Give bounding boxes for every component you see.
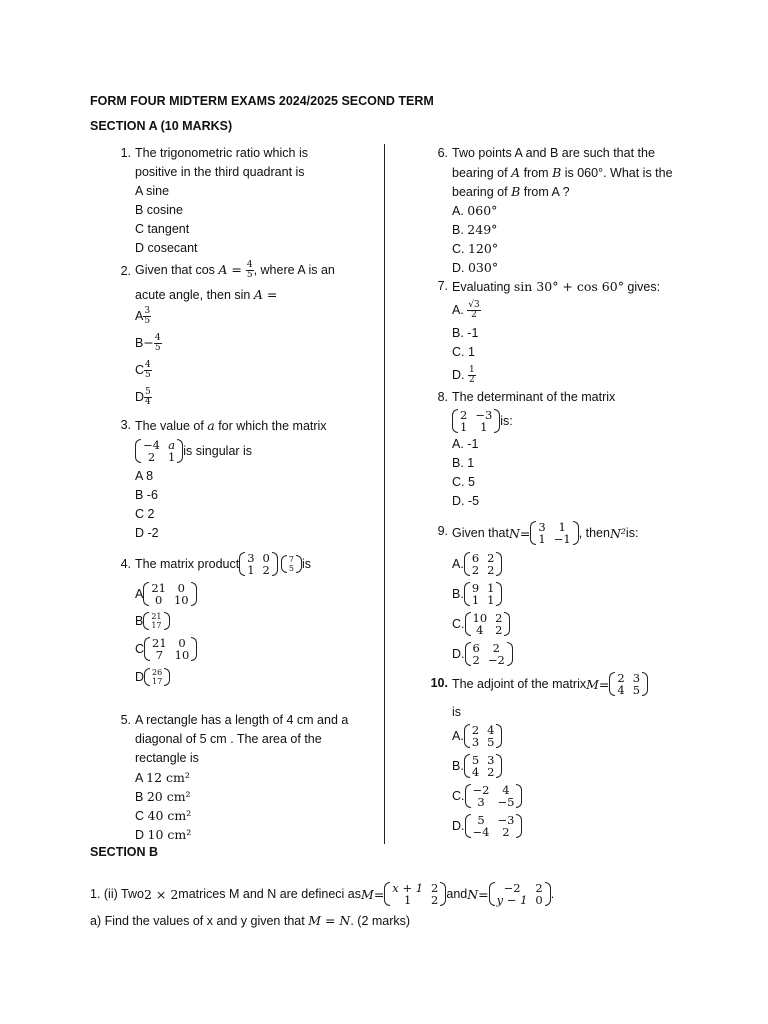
question-8: 8. The determinant of the matrix 2 −3 1 1 is: A. -1 B. 1 C. 5 D. -5 bbox=[452, 388, 712, 511]
question-5: 5. A rectangle has a length of 4 cm and a diagonal of 5 cm . The area of the rectangle is A 12 cm² B 20 cm² C 40 cm² D 10 cm² bbox=[135, 711, 375, 844]
fraction: $\frac{4}{5}$ bbox=[246, 260, 253, 280]
question-7: 7. Evaluating sin 30° + cos 60° gives: A. $\frac{√3}{2}$ B. -1 C. 1 D. $\frac{1}{2}$ bbox=[452, 277, 712, 388]
matrix-n: −2 2 y − 1 0 bbox=[489, 882, 551, 906]
option-a: A. $\frac{√3}{2}$ bbox=[452, 299, 480, 320]
option-a: A. 060° bbox=[452, 203, 498, 218]
question-10: 10. The adjoint of the matrix M = 2 3 4 5 is A. 2 4 3 5 B. 5 3 4 2 C. −2 4 3 −5 D. 5 −3 −4 2 bbox=[452, 669, 712, 841]
section-b-heading: SECTION B bbox=[90, 845, 159, 859]
section-b-question-1a: a) Find the values of x and y given that M = N. (2 marks) bbox=[90, 913, 411, 928]
option-b: B. 9 1 1 1 bbox=[452, 579, 712, 609]
exam-title: FORM FOUR MIDTERM EXAMS 2024/2025 SECOND TERM bbox=[90, 94, 434, 108]
option-c: C. 1 bbox=[452, 345, 475, 359]
option-d: D. $\frac{1}{2}$ bbox=[452, 364, 475, 385]
matrix: 2 −3 1 1 bbox=[452, 409, 500, 433]
left-column bbox=[120, 144, 375, 844]
option-c: C 2 bbox=[135, 507, 155, 521]
matrix: 2 3 4 5 bbox=[609, 672, 648, 696]
column-divider bbox=[384, 144, 385, 844]
option-d: D 26 17 bbox=[135, 665, 375, 689]
option-d: D. 5 −3 −4 2 bbox=[452, 811, 712, 841]
option-c: C. 120° bbox=[452, 241, 499, 256]
option-d: D. 030° bbox=[452, 260, 499, 275]
matrix: 3 0 1 2 bbox=[239, 552, 278, 576]
matrix-line: −4 a 2 1 is singular is bbox=[135, 435, 375, 467]
question-3: 3. The value of a for which the matrix −4 a 2 1 is singular is A 8 B -6 C 2 D -2 bbox=[135, 416, 375, 543]
option-a: A sine bbox=[135, 184, 170, 198]
option-d: D cosecant bbox=[135, 241, 198, 255]
matrix: −4 a 2 1 bbox=[135, 439, 183, 463]
option-b: B 21 17 bbox=[135, 609, 375, 633]
question-4: 4. The matrix product 3 0 1 2 7 5 is A 21 0 0 10 B 21 17 C 21 0 7 10 D 26 17 bbox=[135, 549, 375, 689]
option-c: C. 10 2 4 2 bbox=[452, 609, 712, 639]
option-c: C. 5 bbox=[452, 475, 475, 489]
question-9: 9. Given that N = 3 1 1 −1 , then N² is: A. 6 2 2 2 B. 9 1 1 1 C. 10 2 4 2 D. 6 2 2 −2 bbox=[452, 517, 712, 669]
question-2: 2. Given that cos A = $\frac{4}{5}$ , where A is an acute angle, then sin A = A $\frac{3}{5}$ B− $\frac{4}{5}$ C $\frac{4}{5}$ D $\frac{5}{4}$ bbox=[135, 261, 375, 416]
right-column bbox=[430, 144, 712, 841]
matrix: 3 1 1 −1 bbox=[530, 521, 578, 545]
option-b: B− $\frac{4}{5}$ bbox=[135, 333, 161, 353]
option-a: A $\frac{3}{5}$ bbox=[135, 306, 151, 326]
option-c: C $\frac{4}{5}$ bbox=[135, 360, 151, 380]
option-d: D $\frac{5}{4}$ bbox=[135, 387, 151, 407]
option-b: B 20 cm² bbox=[135, 789, 191, 804]
option-a: A. 2 4 3 5 bbox=[452, 721, 712, 751]
section-b-question-1: 1. (ii) Two 2 × 2 matrices M and N are defineci as M = x + 1 2 1 2 and N = −2 2 y − 1 0 . bbox=[90, 881, 555, 907]
option-c: C 40 cm² bbox=[135, 808, 192, 823]
option-c: C 21 0 7 10 bbox=[135, 633, 375, 665]
option-b: B cosine bbox=[135, 203, 183, 217]
option-b: B. 249° bbox=[452, 222, 498, 237]
option-a: A. -1 bbox=[452, 437, 479, 451]
matrix-m: x + 1 2 1 2 bbox=[384, 882, 446, 906]
option-a: A 12 cm² bbox=[135, 770, 190, 785]
option-c: C. −2 4 3 −5 bbox=[452, 781, 712, 811]
vector: 7 5 bbox=[281, 555, 302, 573]
question-6: 6. Two points A and B are such that the bearing of A from B is 060°. What is the bearing of B from A ? A. 060° B. 249° C. 120° D. 030° bbox=[452, 144, 712, 277]
option-b: B. 1 bbox=[452, 456, 475, 470]
section-a-heading: SECTION A (10 MARKS) bbox=[90, 119, 233, 133]
option-b: B. -1 bbox=[452, 326, 479, 340]
option-d: D 10 cm² bbox=[135, 827, 192, 842]
option-d: D. -5 bbox=[452, 494, 480, 508]
option-b: B -6 bbox=[135, 488, 158, 502]
option-a: A 21 0 0 10 bbox=[135, 579, 375, 609]
option-b: B. 5 3 4 2 bbox=[452, 751, 712, 781]
question-1: 1. The trigonometric ratio which is positive in the third quadrant is A sine B cosine C tangent D cosecant bbox=[135, 144, 375, 258]
option-d: D -2 bbox=[135, 526, 159, 540]
option-d: D. 6 2 2 −2 bbox=[452, 639, 712, 669]
option-a: A 8 bbox=[135, 469, 154, 483]
option-c: C tangent bbox=[135, 222, 190, 236]
option-a: A. 6 2 2 2 bbox=[452, 549, 712, 579]
